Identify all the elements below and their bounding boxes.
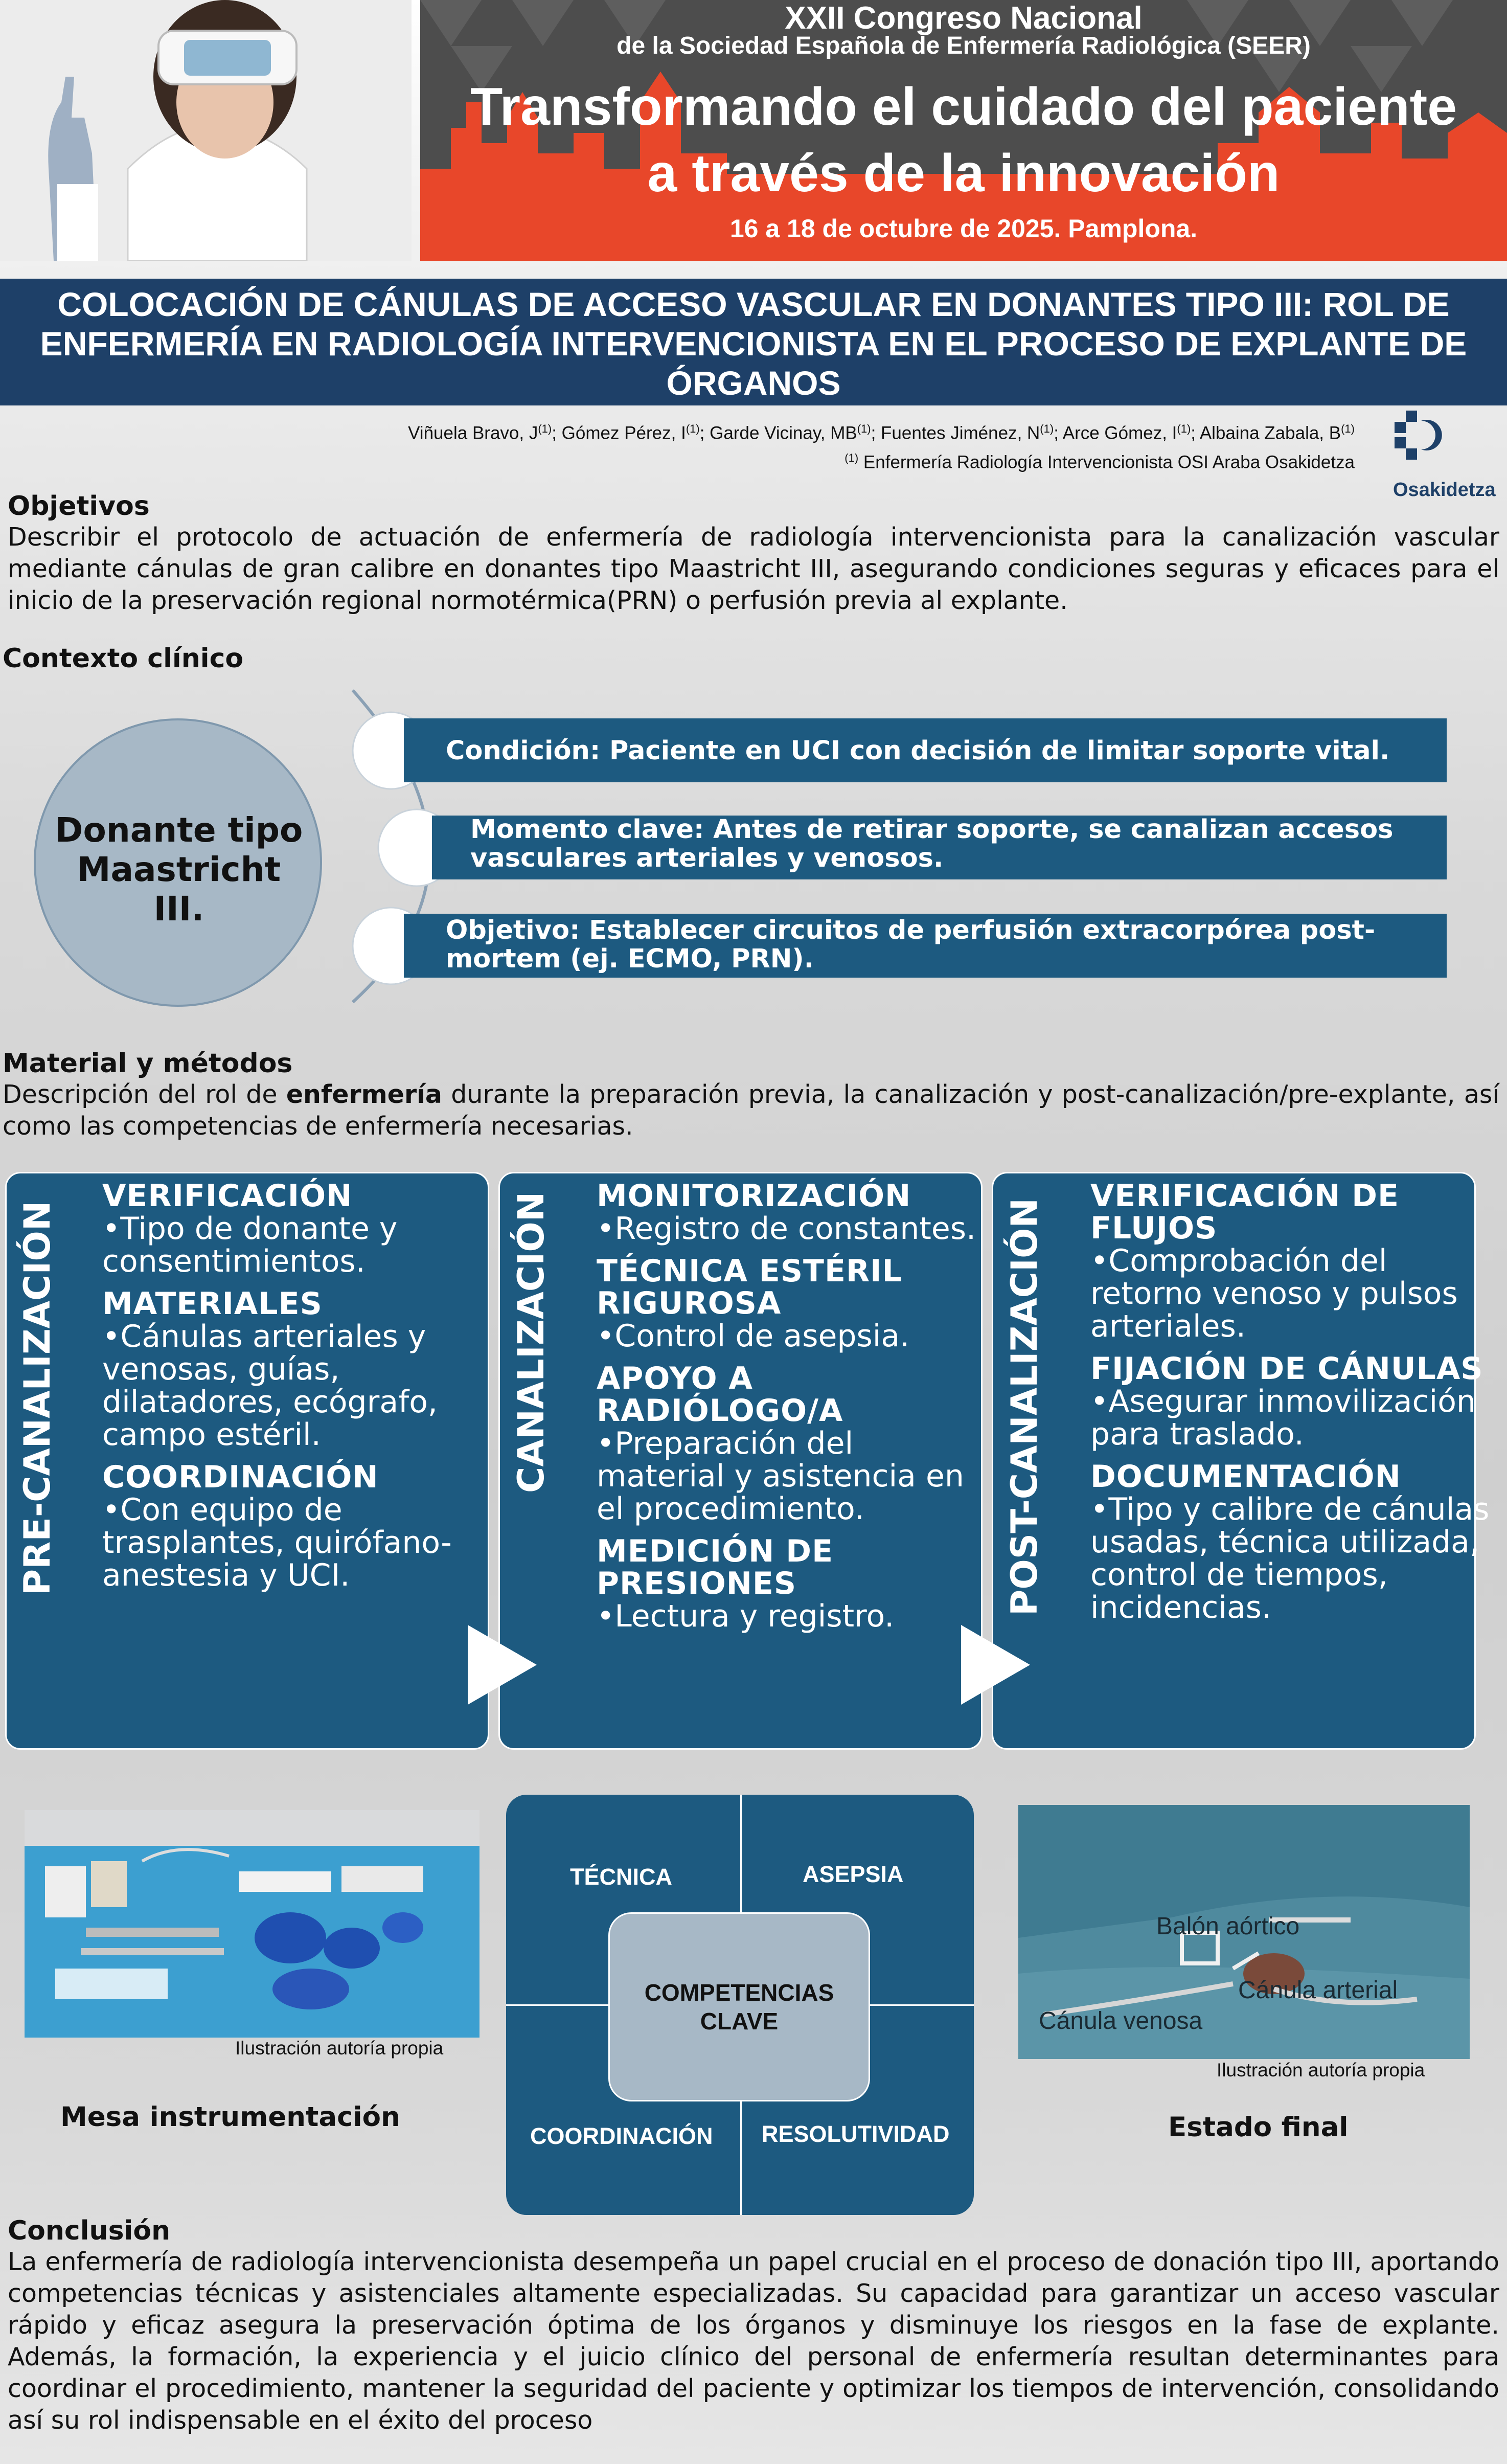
photo-credit-left: Ilustración autoría propia [235,2038,444,2059]
banner-title-panel [420,0,1507,261]
osakidetza-logo [1393,406,1500,504]
banner-slogan-line1: Transformando el cuidado del paciente [470,77,1457,137]
objetivos-text: Describir el protocolo de actuación de enfermería de radiología intervencionista para la canalización vascular mediante cánulas de gran calibre en donantes tipo Maastricht III, asegurando condiciones seguras y eficaces para el inicio de la preservación regional normotérmica(PRN) o perfusión previa al explante. [8,523,1499,615]
arrow-right-icon [961,1625,1030,1705]
author-name: Viñuela Bravo, J [408,423,538,443]
final-state-photo [1018,1805,1470,2059]
phase-post-content [1090,1180,1494,1634]
phase-section-text: •Lectura y registro. [597,1598,895,1634]
phase-section-text: •Control de asepsia. [597,1318,910,1354]
author-name: Fuentes Jiménez, N [881,423,1040,443]
competencia-coordinacion: COORDINACIÓN [530,2123,713,2149]
vr-nurse-photo [0,0,412,261]
phase-section-heading: COORDINACIÓN [102,1459,379,1495]
competencia-resolutividad: RESOLUTIVIDAD [762,2121,950,2147]
banner-slogan-line2: a través de la innovación [647,144,1280,203]
contexto-item-momento: Momento clave: Antes de retirar soporte, se canalizan accesos vasculares arteriales y venosos. [432,816,1447,879]
donor-type-label: Donante tipo Maastricht III. [55,810,303,929]
phase-label-post: POST-CANALIZACIÓN [1003,1197,1045,1616]
author-name: Gómez Pérez, I [561,423,686,443]
phase-section-text: •Con equipo de trasplantes, quirófano-anestesia y UCI. [102,1492,452,1593]
affiliation: $^{(1)}$ Enfermería Radiología Intervencionista OSI Araba Osakidetza [844,451,1355,472]
banner-society: de la Sociedad Española de Enfermería Radiológica (SEER) [616,32,1311,59]
phase-section-heading: APOYO A RADIÓLOGO/A [597,1361,843,1429]
phase-pre-content [102,1180,470,1602]
competencia-asepsia: ASEPSIA [803,1861,904,1887]
phase-section-text: •Registro de constantes. [597,1211,976,1247]
phase-section-text: •Tipo de donante y consentimientos. [102,1211,398,1279]
banner-dates: 16 a 18 de octubre de 2025. Pamplona. [729,214,1198,243]
objetivos-heading: Objetivos [8,491,150,522]
phase-section-heading: TÉCNICA ESTÉRIL RIGUROSA [597,1253,902,1321]
phase-canal-content [597,1180,985,1643]
phase-section-heading: MEDICIÓN DE PRESIONES [597,1533,834,1601]
photo-caption-right: Estado final [1168,2112,1349,2143]
phase-section-heading: FIJACIÓN DE CÁNULAS [1090,1351,1483,1387]
osakidetza-logo-text: Osakidetza [1393,479,1496,501]
phase-section-text: •Cánulas arteriales y venosas, guías, dilatadores, ecógrafo, campo estéril. [102,1319,438,1453]
arrow-right-icon [468,1625,537,1705]
authors-block [153,417,1355,474]
competencia-tecnica: TÉCNICA [570,1864,672,1890]
conference-banner [0,0,1507,261]
banner-congress-edition: XXII Congreso Nacional [785,1,1143,36]
phase-section-text: •Comprobación del retorno venoso y pulsos arteriales. [1090,1243,1458,1344]
phase-section-heading: DOCUMENTACIÓN [1090,1459,1401,1495]
phase-section-text: •Asegurar inmovilización para traslado. [1090,1384,1476,1452]
phase-section-heading: VERIFICACIÓN DE FLUJOS [1090,1178,1399,1246]
photo-caption-left: Mesa instrumentación [60,2101,400,2133]
phase-section-heading: MATERIALES [102,1286,323,1322]
label-canula-arterial: Cánula arterial [1238,1977,1398,2004]
phase-section-heading: VERIFICACIÓN [102,1178,353,1214]
poster-title: COLOCACIÓN DE CÁNULAS DE ACCESO VASCULAR EN DONANTES TIPO III: ROL DE ENFERMERÍA EN RADIOLOGÍA INTERVENCIONISTA EN EL PROCESO DE EXPLANTE DE ÓRGANOS [40,285,1467,402]
contexto-item-objetivo: Objetivo: Establecer circuitos de perfusión extracorpórea post-mortem (ej. ECMO, PRN). [404,914,1447,978]
osakidetza-logo-icon [1393,406,1500,473]
competencias-center: COMPETENCIAS CLAVE [608,1912,870,2101]
author-name: Garde Vicinay, MB [710,423,857,443]
conclusion-text: La enfermería de radiología intervencionista desempeña un papel crucial en el proceso de donación tipo III, aportando competencias técnicas y asistenciales altamente especializadas. Su capacidad para garantizar un acceso vascular rápido y eficaz asegura la preservación óptima de los órganos y disminuye los riesgos en la fase de explante. Además, la formación, la experiencia y el juicio clínico del personal de enfermería resultan determinantes para coordinar el procedimiento, mantener la seguridad del paciente y optimizar los tiempos de intervención, consolidando así su rol indispensable en el éxito del proceso [8,2247,1499,2435]
contexto-heading: Contexto clínico [3,643,244,674]
phase-section-text: •Tipo y calibre de cánulas usadas, técnica utilizada, control de tiempos, incidencias. [1090,1491,1490,1625]
metodos-heading: Material y métodos [3,1048,293,1079]
author-name: Albaina Zabala, B [1199,423,1341,443]
phase-label-canal: CANALIZACIÓN [510,1191,552,1493]
author-name: Arce Gómez, I [1062,423,1177,443]
phase-label-pre: PRE-CANALIZACIÓN [16,1201,58,1595]
poster-title-bar [0,279,1507,405]
label-canula-venosa: Cánula venosa [1039,2007,1203,2035]
phase-section-heading: MONITORIZACIÓN [597,1178,911,1214]
conclusion-heading: Conclusión [8,2216,171,2246]
author-list: Viñuela Bravo, $J^{(1)}$; Gómez Pérez, $I^{(1)}$; Garde Vicinay, MB$^{(1)}$; Fuentes Jiménez, $N^{(1)}$; Arce Gómez, $I^{(1)}$; Albaina Zabala, $B^{(1)}$ [408,422,1355,443]
contexto-item-condicion: Condición: Paciente en UCI con decisión de limitar soporte vital. [404,718,1447,782]
instrument-table-photo [25,1810,480,2038]
metodos-text: Descripción del rol de enfermería durante la preparación previa, la canalización y post-canalización/pre-explante, así como las competencias de enfermería necesarias. [3,1080,1499,1141]
photo-credit-right: Ilustración autoría propia [1217,2060,1425,2081]
label-balon-aortico: Balón aórtico [1156,1913,1300,1940]
phase-section-text: •Preparación del material y asistencia en el procedimiento. [597,1426,964,1527]
